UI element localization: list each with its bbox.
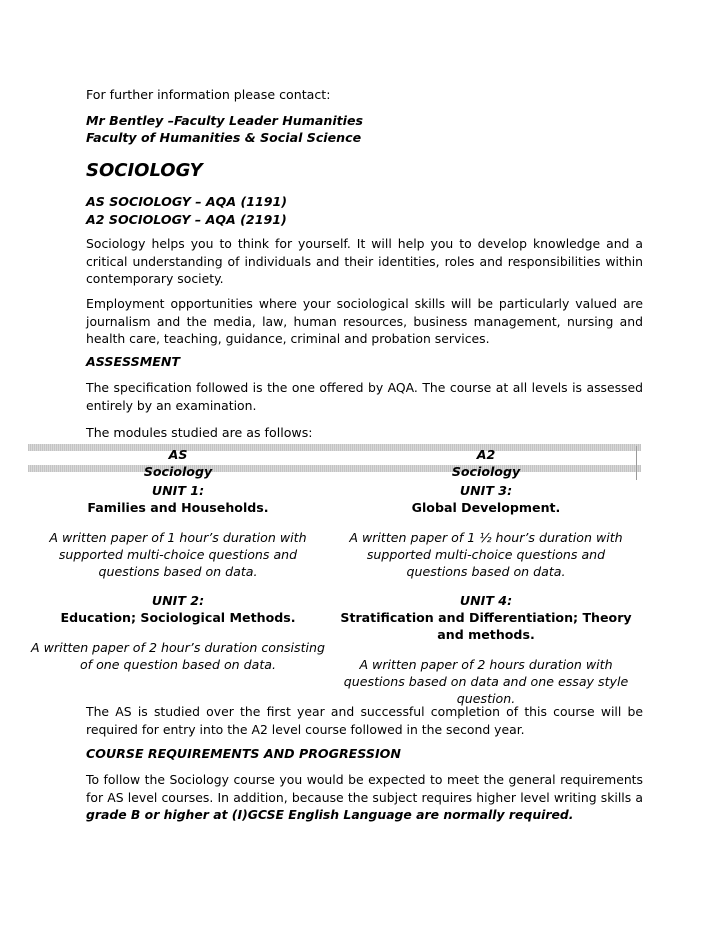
requirements-paragraph xyxy=(86,771,643,824)
employment-paragraph: Employment opportunities where your sociological skills will be particularly valued are journalism and the media, law, human resources, business management, nursing and health care, teaching, guidance, criminal and probation services. xyxy=(86,296,643,347)
unit2-label: UNIT 2: xyxy=(151,593,205,608)
unit3-label: UNIT 3: xyxy=(459,483,513,498)
contact-block xyxy=(86,112,363,146)
contact-line: For further information please contact: xyxy=(86,87,331,102)
course-codes xyxy=(86,193,287,229)
requirements-heading: COURSE REQUIREMENTS AND PROGRESSION xyxy=(86,746,401,761)
unit1-label: UNIT 1: xyxy=(151,483,205,498)
unit4-title: Stratification and Differentiation; Theory and methods. xyxy=(340,610,632,642)
progression-paragraph: The AS is studied over the first year and successful completion of this course will be required for entry into the A2 level course followed in the second year. xyxy=(86,704,643,737)
unit1-description: A written paper of 1 hour’s duration with supported multi-choice questions and questions based on data. xyxy=(49,530,307,579)
as-header-subject: Sociology xyxy=(143,464,213,479)
leader-name: Mr Bentley –Faculty Leader Humanities xyxy=(86,113,364,128)
unit2-title: Education; Sociological Methods. xyxy=(60,610,296,625)
unit3-title: Global Development. xyxy=(411,500,561,515)
intro-paragraph: Sociology helps you to think for yourself. It will help you to develop knowledge and a critical understanding of individuals and their identities, roles and responsibilities within contemporary society. xyxy=(86,236,643,287)
unit2-description: A written paper of 2 hour’s duration consisting of one question based on data. xyxy=(30,640,326,672)
course-a2: A2 SOCIOLOGY – AQA (2191) xyxy=(86,212,287,227)
modules-intro: The modules studied are as follows: xyxy=(86,425,313,440)
a2-header-level: A2 xyxy=(476,447,496,462)
as-header-level: AS xyxy=(168,447,188,462)
requirements-emphasis: grade B or higher at (I)GCSE English Language are normally required. xyxy=(86,807,574,823)
a2-header xyxy=(334,446,638,480)
as-header xyxy=(30,446,326,480)
course-as: AS SOCIOLOGY – AQA (1191) xyxy=(86,194,288,209)
unit1-title: Families and Households. xyxy=(87,500,269,515)
requirements-text: To follow the Sociology course you would be expected to meet the general requirements for AS level courses. In addition, because the subject requires higher level writing skills a xyxy=(86,772,643,805)
assessment-paragraph: The specification followed is the one offered by AQA. The course at all levels is assessed entirely by an examination. xyxy=(86,380,643,413)
unit4-description: A written paper of 2 hours duration with questions based on data and one essay style question. xyxy=(343,657,629,706)
faculty-name: Faculty of Humanities & Social Science xyxy=(86,130,362,145)
subject-title: SOCIOLOGY xyxy=(86,160,203,181)
assessment-heading: ASSESSMENT xyxy=(86,354,180,369)
unit3-description: A written paper of 1 ½ hour’s duration with supported multi-choice questions and questions based on data. xyxy=(349,530,623,579)
unit4-label: UNIT 4: xyxy=(459,593,513,608)
a2-header-subject: Sociology xyxy=(451,464,521,479)
